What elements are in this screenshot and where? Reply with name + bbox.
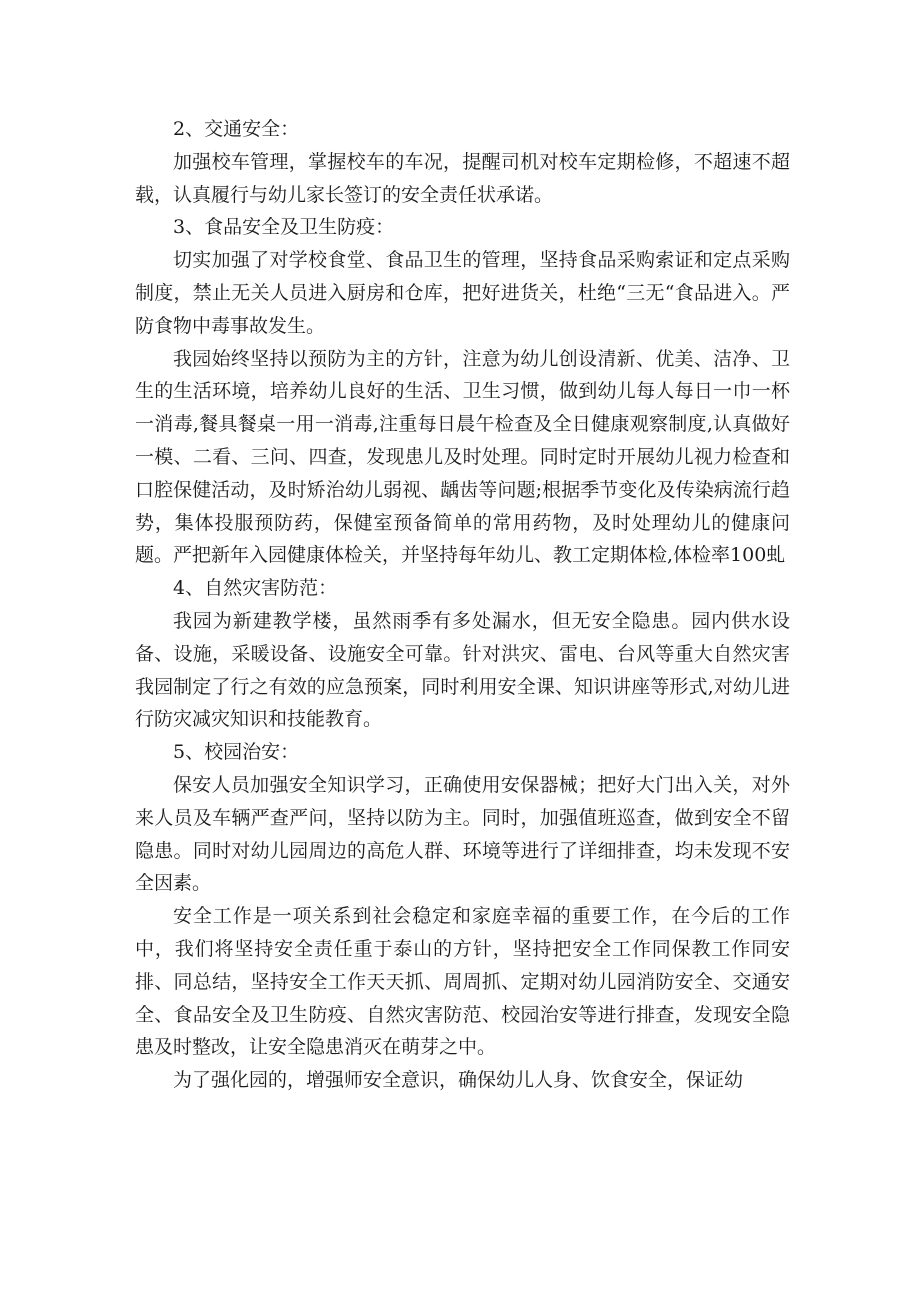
paragraph-continuation: 为了强化园的，增强师安全意识，确保幼儿人身、饮食安全，保证幼 (173, 1069, 744, 1092)
section-heading-traffic-safety: 2、交通安全： (173, 118, 300, 140)
paragraph-food-safety: 切实加强了对学校食堂、食品卫生的管理，坚持食品采购索证和定点采购制度，禁止无关人员进入厨房和仓库，把好进货关，杜绝“三无“食品进入。严防食物中毒事故发生。 (135, 249, 790, 337)
section-heading-food-safety: 3、食品安全及卫生防疫： (173, 216, 395, 239)
paragraph-conclusion: 安全工作是一项关系到社会稳定和家庭幸福的重要工作，在今后的工作中，我们将坚持安全责任重于泰山的方针，坚持把安全工作同保教工作同安排、同总结，坚持安全工作天天抓、周周抓、定期对幼儿园消防安全、交通安全、食品安全及卫生防疫、自然灾害防范、校园治安等进行排查，发现安全隐患及时整改，让安全隐患消灭在萌芽之中。 (135, 905, 790, 1059)
section-heading-campus-security: 5、校园治安： (173, 741, 300, 764)
section-heading-natural-disaster: 4、自然灾害防范： (173, 577, 338, 600)
paragraph-natural-disaster: 我园为新建教学楼，虽然雨季有多处漏水，但无安全隐患。园内供水设备、设施，采暖设备、设施安全可靠。针对洪灾、雷电、台风等重大自然灾害我园制定了行之有效的应急预案，同时利用安全课、知识讲座等形式,对幼儿进行防灾减灾知识和技能教育。 (135, 609, 790, 731)
document-body (135, 113, 790, 1097)
paragraph-traffic-safety: 加强校车管理，掌握校车的车况，提醒司机对校车定期检修，不超速不超载，认真履行与幼儿家长签订的安全责任状承诺。 (135, 150, 790, 206)
paragraph-campus-security: 保安人员加强安全知识学习，正确使用安保器械；把好大门出入关，对外来人员及车辆严查严问，坚持以防为主。同时，加强值班巡查，做到安全不留隐患。同时对幼儿园周边的高危人群、环境等进行了详细排查，均未发现不安全因素。 (135, 773, 790, 895)
paragraph-health-prevention: 我园始终坚持以预防为主的方针，注意为幼儿创设清新、优美、洁净、卫生的生活环境，培养幼儿良好的生活、卫生习惯，做到幼儿每人每日一巾一杯一消毒,餐具餐桌一用一消毒,注重每日晨午检查及全日健康观察制度,认真做好一模、二看、三问、四查，发现患儿及时处理。同时定时开展幼儿视力检查和口腔保健活动，及时矫治幼儿弱视、龋齿等问题;根据季节变化及传染病流行趋势，集体投服预防药，保健室预备简单的常用药物，及时处理幼儿的健康问题。严把新年入园健康体检关，并坚持每年幼儿、教工定期体检,体检率100虬 (135, 347, 790, 567)
